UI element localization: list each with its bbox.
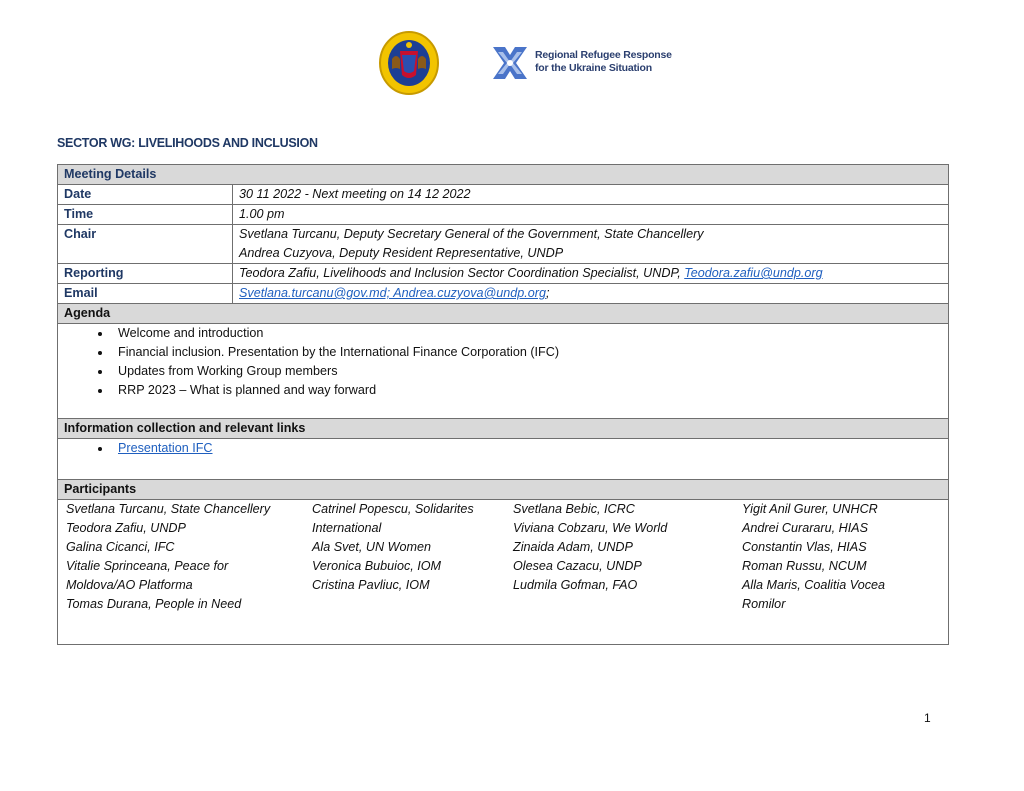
reporting-email-link[interactable]: Teodora.zafiu@undp.org	[684, 266, 823, 280]
participant-line: Tomas Durana, People in Need	[66, 597, 242, 611]
participant-line: Cristina Pavliuc, IOM	[312, 578, 430, 592]
email-suffix: ;	[546, 286, 550, 300]
participant-line: Andrei Curararu, HIAS	[742, 521, 868, 535]
links-cell	[58, 439, 949, 480]
participant-line: Ala Svet, UN Women	[312, 540, 431, 554]
agenda-item: • Welcome and introduction	[112, 324, 942, 343]
participant-line: Viviana Cobzaru, We World	[513, 521, 668, 535]
participant-line: Veronica Bubuioc, IOM	[312, 559, 442, 573]
chair-line-1: Svetlana Turcanu, Deputy Secretary General of the Government, State Chancellery	[239, 227, 704, 241]
rrp-logo-line1: Regional Refugee Response	[535, 49, 672, 61]
time-row	[58, 205, 949, 225]
participant-line: Svetlana Bebic, ICRC	[513, 502, 635, 516]
participant-line: Alla Maris, Coalitia Vocea	[742, 578, 886, 592]
email-row	[58, 284, 949, 304]
participant-line: Vitalie Sprinceana, Peace for	[66, 559, 229, 573]
participants-col-1	[58, 500, 304, 614]
participant-line: Romilor	[742, 597, 786, 611]
agenda-item: • Financial inclusion. Presentation by the International Finance Corporation (IFC)	[112, 343, 942, 362]
reporting-label: Reporting	[58, 264, 233, 284]
participant-line: Zinaida Adam, UNDP	[513, 540, 633, 554]
participant-line: Galina Cicanci, IFC	[66, 540, 175, 554]
time-value: 1.00 pm	[233, 205, 949, 225]
agenda-item: • Updates from Working Group members	[112, 362, 942, 381]
links-list	[64, 439, 942, 458]
time-label: Time	[58, 205, 233, 225]
participant-line: Teodora Zafiu, UNDP	[66, 521, 186, 535]
agenda-list	[64, 324, 942, 400]
participant-line: Olesea Cazacu, UNDP	[513, 559, 642, 573]
chair-row	[58, 225, 949, 264]
participant-line: Constantin Vlas, HIAS	[742, 540, 867, 554]
rrp-x-icon	[489, 43, 531, 83]
participants-cell	[58, 500, 949, 645]
date-row	[58, 185, 949, 205]
page-number: 1	[924, 711, 931, 725]
meeting-details-header: Meeting Details	[58, 165, 949, 185]
participant-line: Moldova/AO Platforma	[66, 578, 193, 592]
email-label: Email	[58, 284, 233, 304]
agenda-item: • RRP 2023 – What is planned and way forward	[112, 381, 942, 400]
participant-line: Roman Russu, NCUM	[742, 559, 867, 573]
info-header: Information collection and relevant links	[58, 419, 949, 439]
email-link[interactable]: Svetlana.turcanu@gov.md; Andrea.cuzyova@undp.org	[239, 286, 547, 300]
date-label: Date	[58, 185, 233, 205]
rrp-logo-line2: for the Ukraine Situation	[535, 62, 652, 74]
link-item	[112, 439, 942, 458]
rrp-logo	[489, 43, 679, 83]
participant-line: Ludmila Gofman, FAO	[513, 578, 638, 592]
participant-line: International	[312, 521, 382, 535]
chair-line-2: Andrea Cuzyova, Deputy Resident Representative, UNDP	[239, 246, 564, 260]
participant-line: Yigit Anil Gurer, UNHCR	[742, 502, 878, 516]
participant-line: Svetlana Turcanu, State Chancellery	[66, 502, 271, 516]
presentation-ifc-link[interactable]: Presentation IFC	[118, 441, 213, 455]
agenda-cell	[58, 324, 949, 419]
participants-header: Participants	[58, 480, 949, 500]
participants-col-2	[304, 500, 505, 614]
agenda-header: Agenda	[58, 304, 949, 324]
chair-label: Chair	[58, 225, 233, 264]
date-value: 30 11 2022 - Next meeting on 14 12 2022	[233, 185, 949, 205]
moldova-emblem-logo	[378, 31, 440, 95]
participants-col-4	[734, 500, 948, 614]
participants-col-3	[505, 500, 734, 614]
participants-columns	[58, 500, 948, 614]
participant-line: Catrinel Popescu, Solidarites	[312, 502, 474, 516]
document-title: SECTOR WG: LIVELIHOODS AND INCLUSION	[57, 136, 318, 150]
reporting-row	[58, 264, 949, 284]
meeting-table	[57, 164, 949, 645]
reporting-value: Teodora Zafiu, Livelihoods and Inclusion Sector Coordination Specialist, UNDP,	[239, 266, 685, 280]
